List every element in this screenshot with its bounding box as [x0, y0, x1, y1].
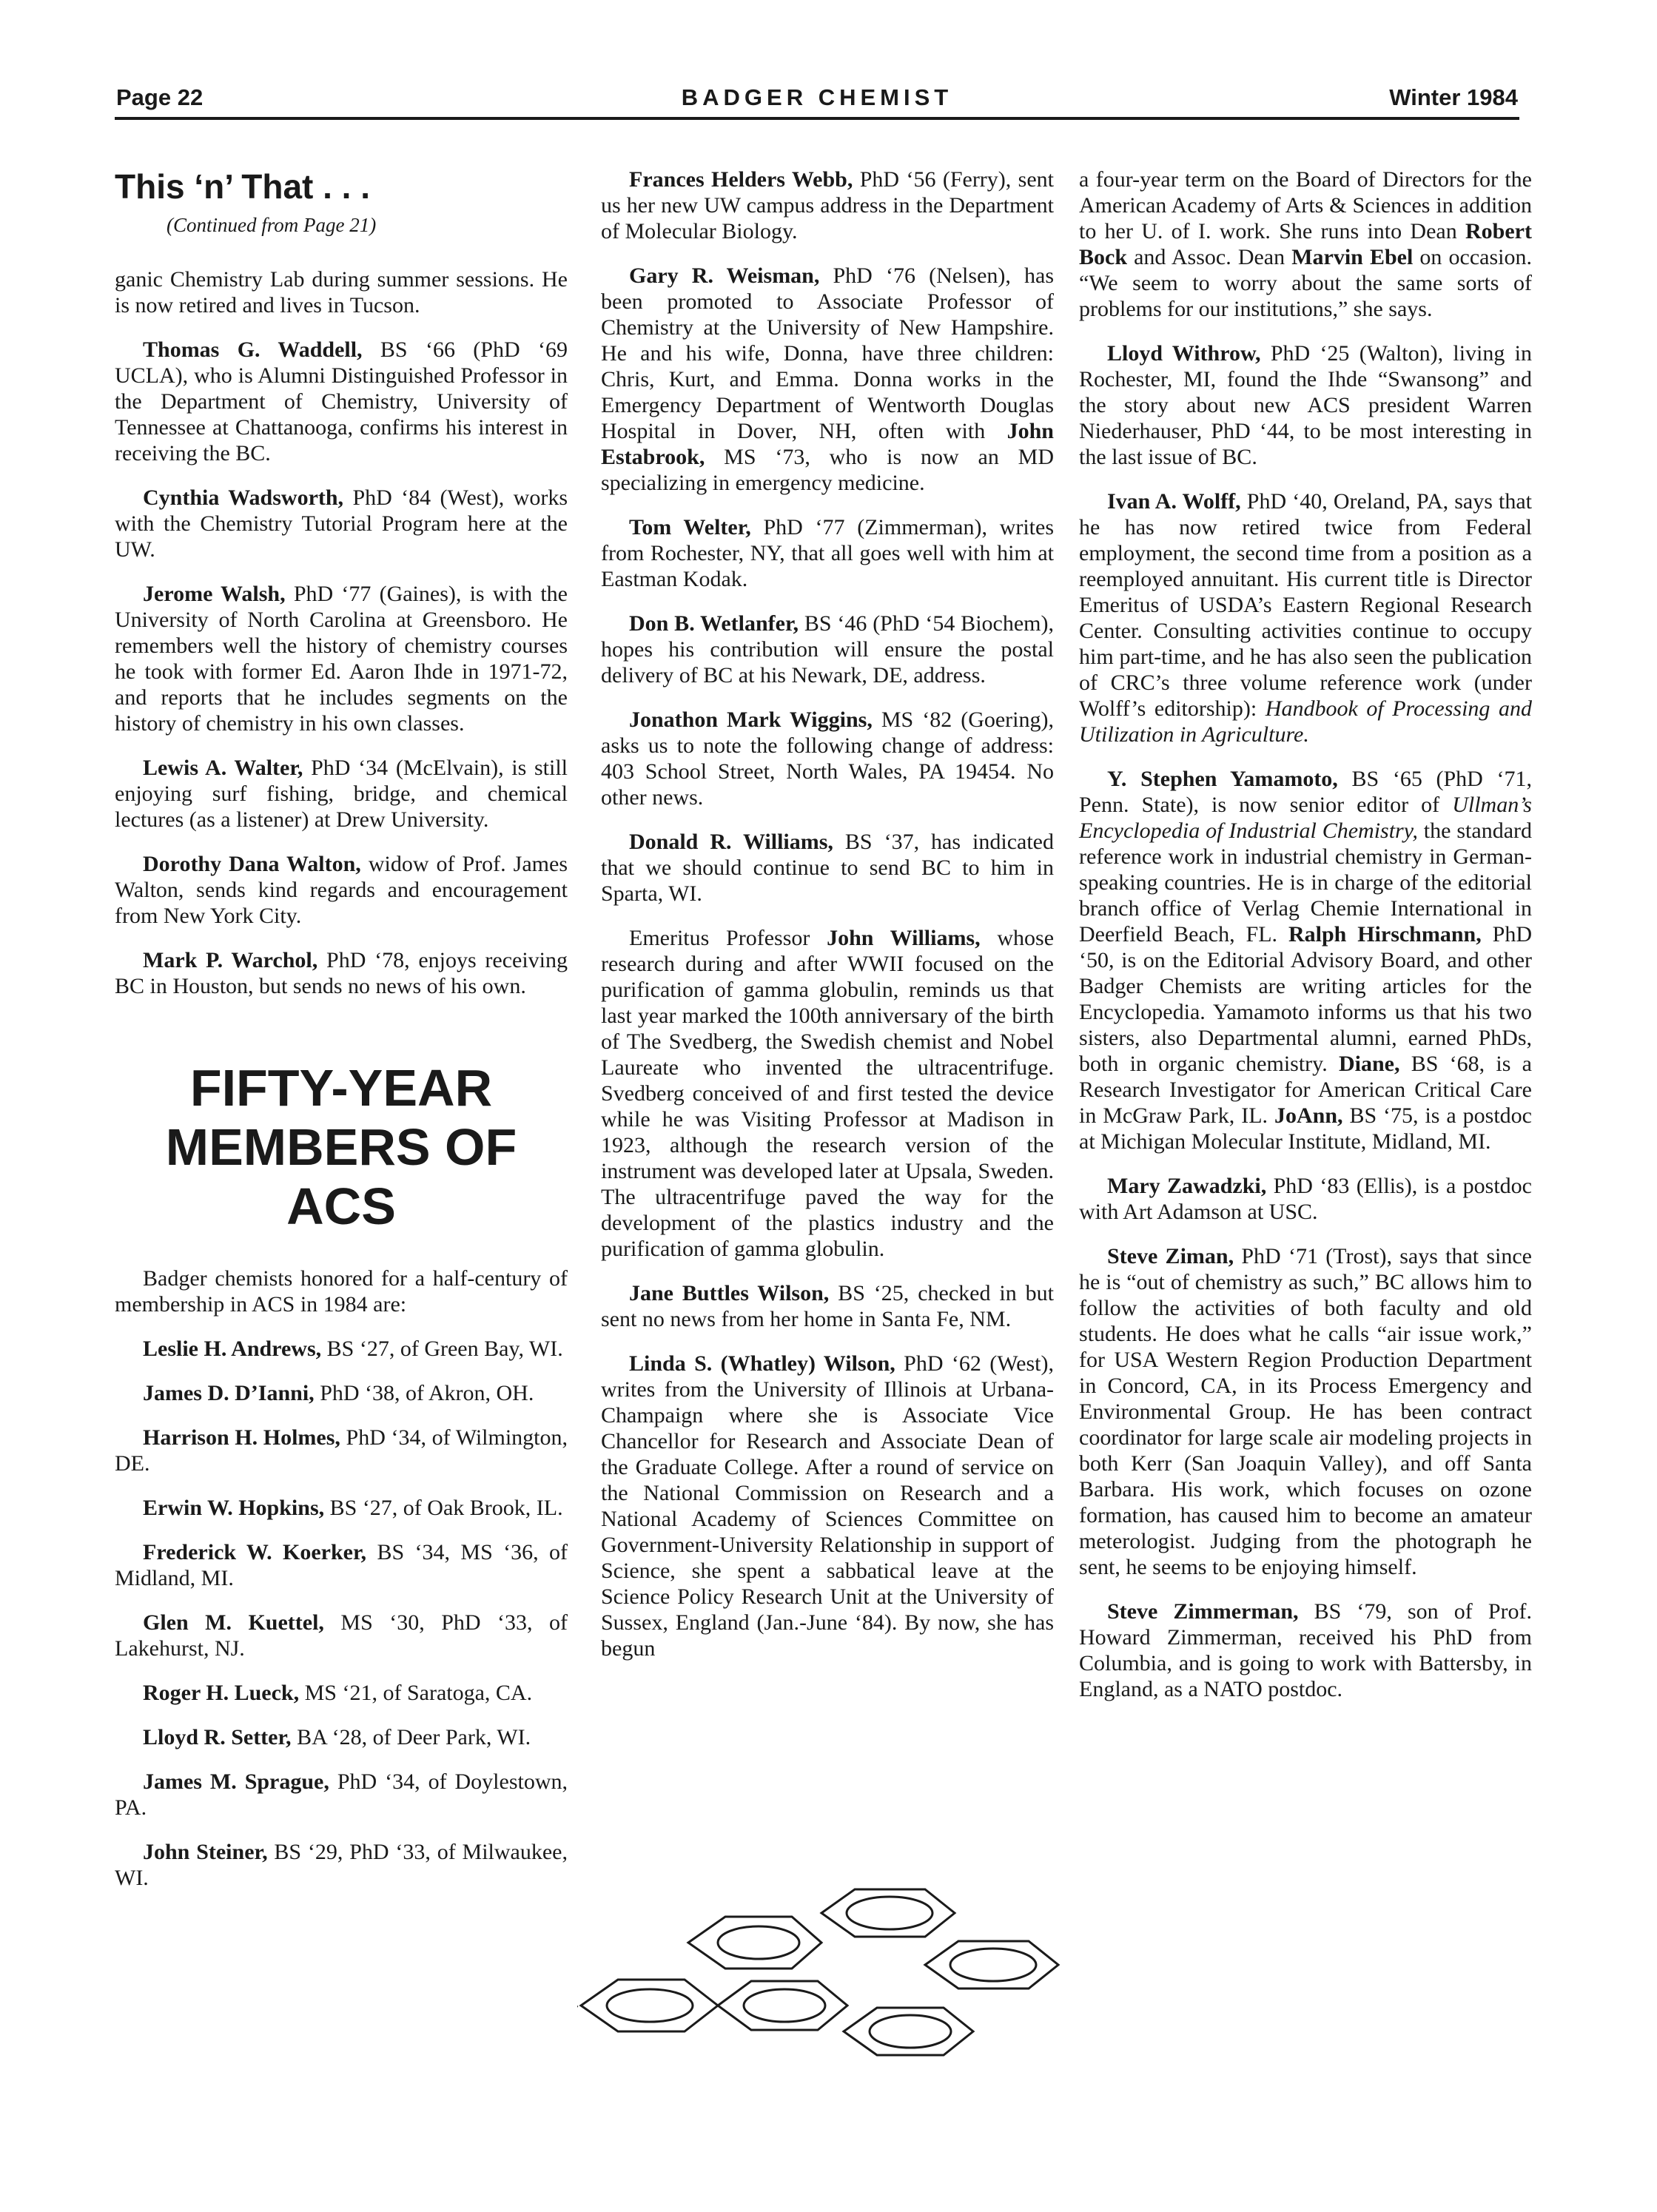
person-name: Linda S. (Whatley) Wilson,	[629, 1351, 895, 1376]
person-name: Lewis A. Walter,	[143, 756, 303, 780]
person-name: Donald R. Williams,	[629, 830, 833, 854]
paragraph: Lloyd Withrow, PhD ‘25 (Walton), living in Rochester, MI, found the Ihde “Swansong” and the story about new ACS president Warren Niederhauser, PhD ‘44, to be most interesting in the last issue of BC.	[1079, 341, 1532, 469]
person-name: Ivan A. Wolff,	[1107, 489, 1241, 514]
page-header	[115, 80, 1519, 120]
paragraph: Lewis A. Walter, PhD ‘34 (McElvain), is still enjoying surf fishing, bridge, and chemical lectures (as a listener) at Drew University.	[115, 756, 568, 832]
fifty-year-heading: FIFTY-YEAR MEMBERS OF ACS	[165, 1059, 517, 1235]
page-number: Page 22	[116, 84, 204, 110]
person-name: Cynthia Wadsworth,	[143, 485, 344, 510]
paragraph: a four-year term on the Board of Directors for the American Academy of Arts & Sciences in addition to her U. of I. work. She runs into Dean Robert Bock and Assoc. Dean Marvin Ebel on occasion. “We seem to worry about the same sorts of problems for our institutions,” she says.	[1079, 167, 1532, 321]
person-name: Lloyd Withrow,	[1107, 341, 1261, 366]
member-entry: Lloyd R. Setter, BA ‘28, of Deer Park, WI.	[143, 1725, 531, 1749]
hexagon-rings-icon	[577, 1883, 1095, 2105]
person-name: Steve Zimmerman,	[1107, 1599, 1299, 1624]
issue-date: Winter 1984	[1389, 84, 1518, 110]
column-1	[115, 167, 568, 1909]
person-name: Frances Helders Webb,	[629, 167, 853, 192]
paragraph: Jerome Walsh, PhD ‘77 (Gaines), is with the University of North Carolina at Greensboro. He remembers well the history of chemistry courses he took with former Ed. Aaron Ihde in 1971-72, and reports that he includes segments on the history of chemistry in his own classes.	[115, 582, 568, 736]
person-name: Jerome Walsh,	[143, 582, 286, 606]
paragraph: Steve Ziman, PhD ‘71 (Trost), says that since he is “out of chemistry as such,” BC allows him to follow the activities of both faculty and old students. He does what he calls “air issue work,” for USA Western Region Production Department in Concord, CA, in its Process Emergency and Environmental Group. He has been contract coordinator for large scale air modeling projects in both Kerr (San Joaquin Valley), and off Santa Barbara. His work, which focuses on ozone formation, has caused him to become an amateur meterologist. Judging from the photograph he sent, he seems to be enjoying himself.	[1079, 1244, 1533, 1579]
person-name: Don B. Wetlanfer,	[629, 611, 799, 636]
paragraph: Jane Buttles Wilson, BS ‘25, checked in but sent no news from her home in Santa Fe, NM.	[601, 1281, 1054, 1331]
member-entry: John Steiner, BS ‘29, PhD ‘33, of Milwaukee, WI.	[115, 1840, 568, 1890]
person-name: John Estabrook,	[601, 419, 1054, 469]
person-name: Diane,	[1338, 1052, 1400, 1076]
person-name: John Williams,	[827, 926, 981, 950]
continued-note: (Continued from Page 21)	[167, 214, 377, 236]
person-name: Steve Ziman,	[1107, 1244, 1234, 1268]
member-entry: Roger H. Lueck, MS ‘21, of Saratoga, CA.	[143, 1681, 533, 1705]
publication-title: BADGER CHEMIST	[681, 84, 953, 110]
person-name: Mark P. Warchol,	[143, 948, 318, 972]
paragraph: Tom Welter, PhD ‘77 (Zimmerman), writes from Rochester, NY, that all goes well with him at Eastman Kodak.	[601, 515, 1055, 591]
person-name: Marvin Ebel	[1291, 245, 1414, 269]
person-name: Dorothy Dana Walton,	[143, 852, 361, 876]
paragraph: Mark P. Warchol, PhD ‘78, enjoys receiving BC in Houston, but sends no news of his own.	[115, 948, 568, 998]
paragraph: Don B. Wetlanfer, BS ‘46 (PhD ‘54 Biochem), hopes his contribution will ensure the postal delivery of BC at his Newark, DE, address.	[601, 611, 1054, 688]
paragraph: Donald R. Williams, BS ‘37, has indicated that we should continue to send BC to him in Sparta, WI.	[601, 830, 1054, 906]
member-entry: Frederick W. Koerker, BS ‘34, MS ‘36, of Midland, MI.	[115, 1540, 568, 1590]
person-name: Robert Bock	[1079, 219, 1532, 269]
column-3	[1079, 167, 1532, 1721]
person-name: Ralph Hirschmann,	[1288, 922, 1482, 947]
paragraph: Gary R. Weisman, PhD ‘76 (Nelsen), has been promoted to Associate Professor of Chemistry at the University of New Hampshire. He and his wife, Donna, have three children: Chris, Kurt, and Emma. Donna works in the Emergency Department of Wentworth Douglas Hospital in Dover, NH, often with John Estabrook, MS ‘73, who is now an MD specializing in emergency medicine.	[601, 263, 1054, 495]
paragraph: Frances Helders Webb, PhD ‘56 (Ferry), sent us her new UW campus address in the Department of Molecular Biology.	[601, 167, 1054, 243]
member-entry: Leslie H. Andrews, BS ‘27, of Green Bay, WI.	[143, 1337, 563, 1361]
member-entry: James D. D’Ianni, PhD ‘38, of Akron, OH.	[143, 1381, 534, 1405]
member-entry: James M. Sprague, PhD ‘34, of Doylestown, PA.	[115, 1769, 568, 1820]
paragraph: Y. Stephen Yamamoto, BS ‘65 (PhD ‘71, Penn. State), is now senior editor of Ullman’s Encyclopedia of Industrial Chemistry, the standard reference work in industrial chemistry in German-speaking countries. He is in charge of the editorial branch office of Verlag Chemie International in Deerfield Beach, FL. Ralph Hirschmann, PhD ‘50, is on the Editorial Advisory Board, and other Badger Chemists are writing articles for the Encyclopedia. Yamamoto informs us that his two sisters, also Departmental alumni, earned PhDs, both in organic chemistry. Diane, BS ‘68, is a Research Investigator for American Critical Care in McGraw Park, IL. JoAnn, BS ‘75, is a postdoc at Michigan Molecular Institute, Midland, MI.	[1079, 767, 1533, 1154]
person-name: JoAnn,	[1274, 1103, 1343, 1128]
person-name: Thomas G. Waddell,	[143, 337, 363, 362]
person-name: Jonathon Mark Wiggins,	[629, 707, 873, 732]
section-title: This ‘n’ That . . .	[115, 167, 371, 206]
member-entry: Glen M. Kuettel, MS ‘30, PhD ‘33, of Lakehurst, NJ.	[115, 1610, 568, 1661]
paragraph: Steve Zimmerman, BS ‘79, son of Prof. Howard Zimmerman, received his PhD from Columbia, and is going to work with Battersby, in England, as a NATO postdoc.	[1079, 1599, 1533, 1701]
paragraph: Emeritus Professor John Williams, whose research during and after WWII focused on the purification of gamma globulin, reminds us that last year marked the 100th anniversary of the birth of The Svedberg, the Swedish chemist and Nobel Laureate who invented the ultracentrifuge. Svedberg conceived of and first tested the device while he was Visiting Professor at Madison in 1923, although the research version of the instrument was developed later at Upsala, Sweden. The ultracentrifuge paved the way for the development of the plastics industry and the purification of gamma globulin.	[601, 926, 1055, 1261]
column-2	[601, 167, 1054, 1680]
paragraph: Linda S. (Whatley) Wilson, PhD ‘62 (West), writes from the University of Illinois at Urbana-Champaign where she is Associate Vice Chancellor for Research and Associate Dean of the Graduate College. After a round of service on the National Commission on Research and a National Academy of Sciences Committee on Government-University Relationship in support of Science, she spent a sabbatical leave at the Science Policy Research Unit at the University of Sussex, England (Jan.-June ‘84). By now, she has begun	[601, 1351, 1054, 1661]
paragraph: Jonathon Mark Wiggins, MS ‘82 (Goering), asks us to note the following change of address: 403 School Street, North Wales, PA 19454. No other news.	[601, 707, 1054, 810]
paragraph: Cynthia Wadsworth, PhD ‘84 (West), works with the Chemistry Tutorial Program here at the UW.	[115, 485, 568, 562]
paragraph: Dorothy Dana Walton, widow of Prof. James Walton, sends kind regards and encouragement from New York City.	[115, 852, 568, 928]
paragraph: ganic Chemistry Lab during summer sessions. He is now retired and lives in Tucson.	[115, 267, 568, 317]
paragraph: Thomas G. Waddell, BS ‘66 (PhD ‘69 UCLA), who is Alumni Distinguished Professor in the Department of Chemistry, University of Tennessee at Chattanooga, confirms his interest in receiving the BC.	[115, 337, 568, 465]
paragraph: Ivan A. Wolff, PhD ‘40, Oreland, PA, says that he has now retired twice from Federal employment, the second time from a position as a reemployed annuitant. His current title is Director Emeritus of USDA’s Eastern Regional Research Center. Consulting activities continue to occupy him part-time, and he has also seen the publication of CRC’s three volume reference work (under Wolff’s editorship): Handbook of Processing and Utilization in Agriculture.	[1079, 489, 1532, 747]
person-name: Tom Welter,	[629, 515, 751, 539]
person-name: Jane Buttles Wilson,	[629, 1281, 830, 1305]
paragraph: Badger chemists honored for a half-century of membership in ACS in 1984 are:	[115, 1266, 568, 1317]
member-entry: Harrison H. Holmes, PhD ‘34, of Wilmington, DE.	[115, 1425, 568, 1476]
person-name: Mary Zawadzki,	[1107, 1174, 1267, 1198]
person-name: Y. Stephen Yamamoto,	[1107, 767, 1338, 791]
paragraph: Mary Zawadzki, PhD ‘83 (Ellis), is a postdoc with Art Adamson at USC.	[1079, 1174, 1532, 1224]
member-entry: Erwin W. Hopkins, BS ‘27, of Oak Brook, IL.	[143, 1496, 563, 1520]
person-name: Gary R. Weisman,	[629, 263, 820, 288]
